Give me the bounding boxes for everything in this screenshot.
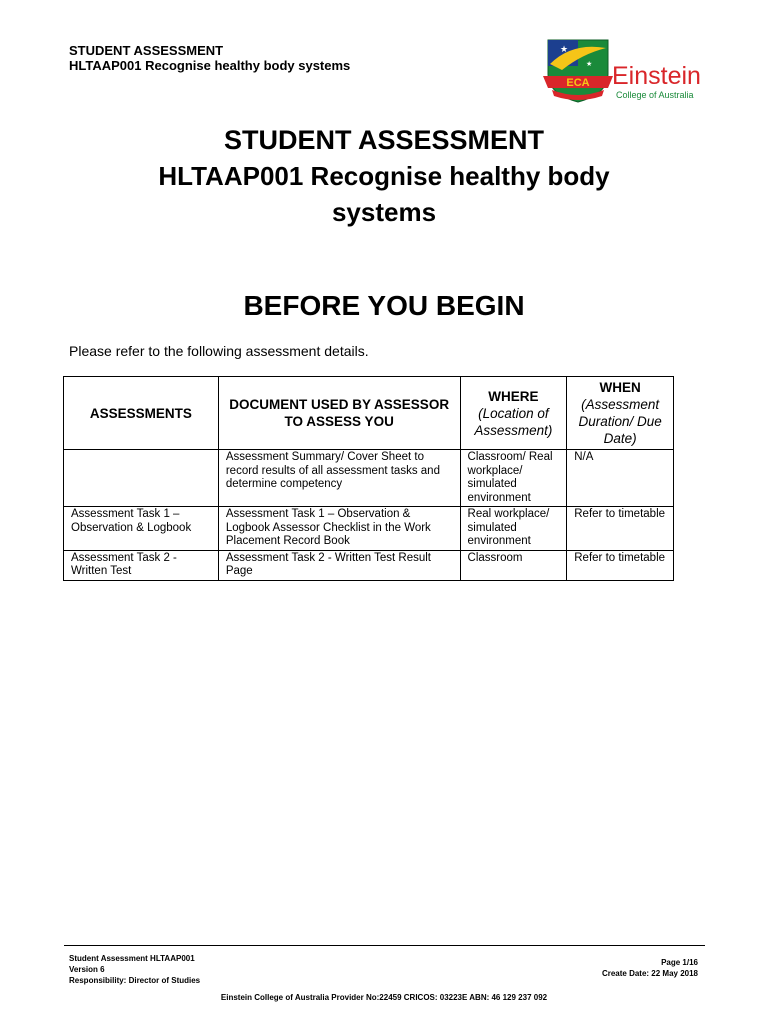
cell-document: Assessment Task 1 – Observation & Logbook Assessor Checklist in the Work Placement Record Book xyxy=(218,507,460,551)
footer-version: Version 6 xyxy=(69,965,105,974)
title-line-2: HLTAAP001 Recognise healthy body xyxy=(158,161,610,191)
header-document: DOCUMENT USED BY ASSESSOR TO ASSESS YOU xyxy=(218,377,460,450)
table-row xyxy=(64,450,674,507)
cell-when: N/A xyxy=(567,450,674,507)
header-line-1: STUDENT ASSESSMENT xyxy=(69,43,224,58)
footer-right xyxy=(602,957,698,979)
cell-where: Classroom xyxy=(460,550,567,580)
logo-badge-text: ECA xyxy=(566,77,590,89)
header-line-2: HLTAAP001 Recognise healthy body systems xyxy=(69,58,351,73)
table-header-row xyxy=(64,377,674,450)
footer-page-number: Page 1/16 xyxy=(661,958,698,967)
section-heading: BEFORE YOU BEGIN xyxy=(243,290,525,321)
cell-document: Assessment Summary/ Cover Sheet to record results of all assessment tasks and determine competency xyxy=(218,450,460,507)
footer-divider xyxy=(64,945,705,946)
footer-left xyxy=(69,953,200,986)
cell-assessment: Assessment Task 1 – Observation & Logbook xyxy=(64,507,219,551)
svg-text:★: ★ xyxy=(586,60,593,68)
title-line-3: systems xyxy=(331,197,437,227)
cell-document: Assessment Task 2 - Written Test Result Page xyxy=(218,550,460,580)
logo-tagline: College of Australia xyxy=(616,90,694,100)
header-when-note: (Assessment Duration/ Due Date) xyxy=(578,397,662,446)
assessment-table xyxy=(63,376,674,581)
header-when: WHEN (Assessment Duration/ Due Date) xyxy=(567,377,674,450)
table-row xyxy=(64,507,674,551)
header-where: WHERE (Location of Assessment) xyxy=(460,377,567,450)
title-line-1: STUDENT ASSESSMENT xyxy=(223,125,545,155)
cell-assessment: Assessment Task 2 - Written Test xyxy=(64,550,219,580)
cell-where: Real workplace/ simulated environment xyxy=(460,507,567,551)
footer-responsibility: Responsibility: Director of Studies xyxy=(69,976,201,985)
document-title xyxy=(0,122,768,230)
table-row xyxy=(64,550,674,580)
logo-name: Einstein xyxy=(612,62,701,90)
footer-provider-info: Einstein College of Australia Provider No:22459 CRICOS: 03223E ABN: 46 129 237 092 xyxy=(220,993,548,1002)
footer-doc-name: Student Assessment HLTAAP001 xyxy=(69,954,195,963)
cell-when: Refer to timetable xyxy=(567,507,674,551)
cell-assessment xyxy=(64,450,219,507)
header-assessments: ASSESSMENTS xyxy=(64,377,219,450)
header-where-note: (Location of Assessment) xyxy=(474,405,553,438)
cell-where: Classroom/ Real workplace/ simulated environment xyxy=(460,450,567,507)
college-logo xyxy=(542,36,702,106)
intro-text: Please refer to the following assessment details. xyxy=(69,343,369,359)
footer-create-date: Create Date: 22 May 2018 xyxy=(601,969,698,978)
page-header xyxy=(69,43,350,73)
cell-when: Refer to timetable xyxy=(567,550,674,580)
svg-text:★: ★ xyxy=(560,45,569,55)
